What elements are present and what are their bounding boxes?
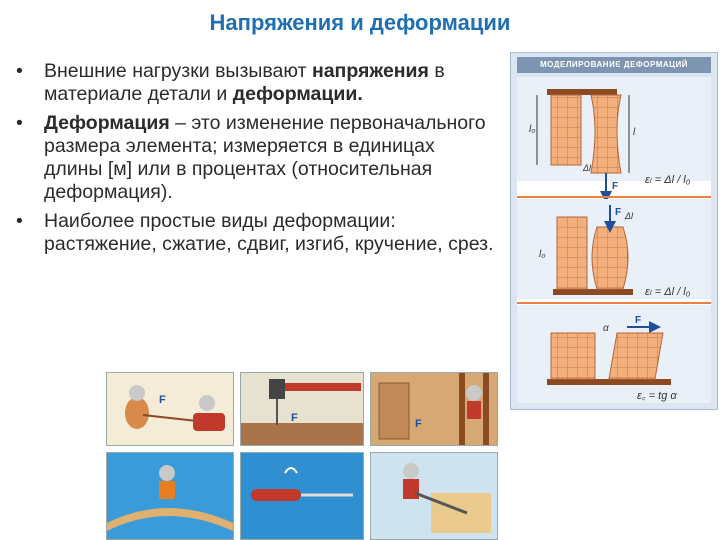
bending-illustration bbox=[106, 452, 234, 540]
bullet-types bbox=[16, 210, 496, 256]
torsion-illustration bbox=[240, 452, 364, 540]
bullet-marker: • bbox=[16, 210, 23, 232]
tension-dl-label: Δl bbox=[583, 163, 592, 173]
tension-diagram bbox=[517, 77, 711, 197]
shear-diagram bbox=[517, 305, 711, 403]
bullet-loads bbox=[16, 60, 496, 106]
wood-illustration bbox=[370, 372, 498, 446]
tile-tension-force-label: F bbox=[159, 394, 166, 406]
bullet-marker: • bbox=[16, 112, 23, 134]
deformation-diagrams bbox=[517, 77, 711, 403]
tile-wood-force-label: F bbox=[415, 418, 422, 430]
tension-force-label: F bbox=[612, 181, 619, 192]
tension-formula: εₗ = Δl / l₀ bbox=[645, 174, 691, 186]
compression-diagram bbox=[517, 199, 711, 299]
bullet-text: – это изменение первоначального размера элемента; измеряется в единицах длины [м] или в процентах (относительная деформация). bbox=[44, 112, 486, 203]
tension-l0-label: l₀ bbox=[529, 124, 536, 135]
tile-hammer-force-label: F bbox=[291, 412, 298, 424]
panel-header: МОДЕЛИРОВАНИЕ ДЕФОРМАЦИЙ bbox=[517, 57, 711, 73]
shear-cut-illustration bbox=[370, 452, 498, 540]
hammer-nail-picture bbox=[241, 373, 363, 445]
term-deformation-def: Деформация bbox=[44, 112, 170, 134]
bullet-marker: • bbox=[16, 60, 23, 82]
term-stress: напряжения bbox=[311, 60, 429, 82]
shear-alpha-label: α bbox=[603, 323, 609, 334]
screwdriver-picture bbox=[241, 453, 363, 539]
rabbit-plank-picture bbox=[107, 453, 233, 539]
illustration-tiles bbox=[106, 372, 496, 538]
term-deformation: деформации. bbox=[232, 83, 363, 105]
bullet-text: Внешние нагрузки вызывают bbox=[44, 60, 312, 82]
slide-title: Напряжения и деформации bbox=[209, 10, 511, 35]
rabbits-pulling-picture bbox=[107, 373, 233, 445]
tension-illustration bbox=[106, 372, 234, 446]
compress-force-label: F bbox=[615, 207, 622, 218]
panel-body bbox=[517, 77, 711, 403]
shear-force-label: F bbox=[635, 315, 642, 326]
rabbit-scissors-picture bbox=[371, 453, 497, 539]
compress-l0-label: l₀ bbox=[539, 249, 546, 260]
bullet-text: Наиболее простые виды деформации: растяжение, сжатие, сдвиг, изгиб, кручение, срез. bbox=[44, 210, 494, 255]
hammer-illustration bbox=[240, 372, 364, 446]
tension-l-label: l bbox=[633, 127, 636, 138]
deformation-model-panel bbox=[510, 52, 718, 410]
compress-dl-label: Δl bbox=[625, 211, 634, 221]
bullet-text: в материале детали и bbox=[44, 60, 445, 105]
bullet-list bbox=[16, 60, 496, 262]
bullet-definition bbox=[16, 112, 496, 204]
shear-formula: ε꜀ = tg α bbox=[637, 390, 677, 402]
compress-formula: εₗ = Δl / l₀ bbox=[645, 286, 691, 298]
rabbit-wood-picture bbox=[371, 373, 497, 445]
